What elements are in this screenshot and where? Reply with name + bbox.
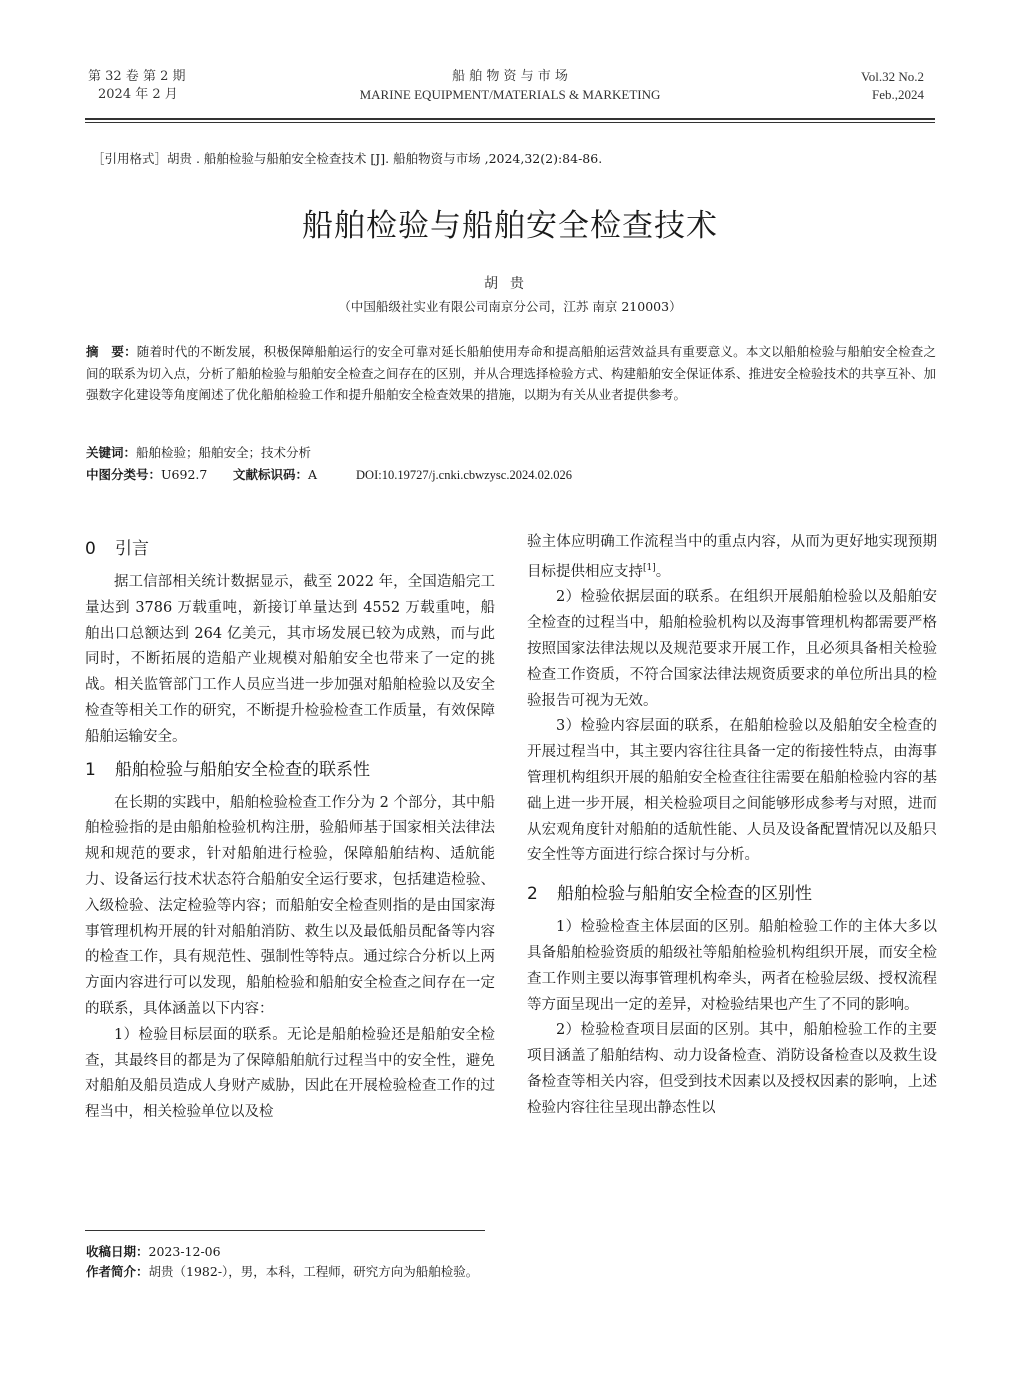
paragraph-end: 。 bbox=[655, 563, 671, 580]
doi: DOI:10.19727/j.cnki.cbwzysc.2024.02.026 bbox=[356, 468, 572, 482]
abstract-text: 随着时代的不断发展，积极保障船舶运行的安全可靠对延长船舶使用寿命和提高船舶运营效益具有重要意义。本文以船舶检验与船舶安全检查之间的联系为切入点，分析了船舶检验与船舶安全检查之间存在的区别，并从合理选择检验方式、构建船舶安全保证体系、推进安全检验技术的共享互补、加强数字化建设等角度阐述了优化船舶检验工作和提升船舶安全检查效果的措施，以期为有关从业者提供参考。 bbox=[86, 344, 937, 402]
volume-cn: 第 32 卷 第 2 期 bbox=[88, 69, 186, 84]
journal-name bbox=[300, 68, 720, 104]
section-heading-0 bbox=[85, 534, 495, 564]
author-bio-text: 胡贵（1982-），男，本科，工程师，研究方向为船舶检验。 bbox=[148, 1264, 479, 1279]
citation-line bbox=[92, 149, 602, 167]
doc-code-label: 文献标识码： bbox=[233, 467, 309, 482]
keywords-text: 船舶检验；船舶安全；技术分析 bbox=[136, 445, 312, 460]
received-label: 收稿日期： bbox=[86, 1244, 149, 1259]
date-en: Feb.,2024 bbox=[872, 87, 924, 102]
meta-info bbox=[86, 442, 572, 486]
paragraph: 2）检验检查项目层面的区别。其中，船舶检验工作的主要项目涵盖了船舶结构、动力设备检查、消防设备检查以及救生设备检查等相关内容，但受到技术因素以及授权因素的影响，上述检验内容往往呈现出静态性以 bbox=[527, 1022, 937, 1116]
section-number: 0 bbox=[85, 539, 96, 559]
paragraph: 1）检验检查主体层面的区别。船舶检验工作的主体大多以具备船舶检验资质的船级社等船舶检验机构组织开展，而安全检查工作则主要以海事管理机构牵头，两者在检验层级、授权流程等方面呈现出一定的差异，对检验结果也产生了不同的影响。 bbox=[527, 919, 937, 1013]
classification-row bbox=[86, 464, 572, 486]
section-heading-2 bbox=[527, 879, 937, 909]
citation-label: ［引用格式］ bbox=[92, 151, 168, 166]
affiliation: （中国船级社实业有限公司南京分公司，江苏 南京 210003） bbox=[338, 299, 682, 314]
journal-cn: 船 舶 物 资 与 市 场 bbox=[452, 69, 568, 84]
paragraph-text: 验主体应明确工作流程当中的重点内容，从而为更好地实现预期目标提供相应支持 bbox=[527, 534, 937, 580]
paragraph: 在长期的实践中，船舶检验检查工作分为 2 个部分，其中船舶检验指的是由船舶检验机构注册，验船师基于国家相关法律法规和规范的要求，针对船舶进行检验，保障船舶结构、适航能力、设备运行技术状态符合船舶安全运行要求，包括建造检验、入级检验、法定检验等内容；而船舶安全检查则指的是由国家海事管理机构开展的针对船舶消防、救生以及最低船员配备等内容的检查工作，具有规范性、强制性等特点。通过综合分析以上两方面内容进行可以发现，船舶检验和船舶安全检查之间存在一定的联系，具体涵盖以下内容： bbox=[85, 794, 495, 1017]
keywords-row bbox=[86, 442, 572, 464]
body-column-right bbox=[527, 530, 937, 1122]
paragraph: 据工信部相关统计数据显示，截至 2022 年，全国造船完工量达到 3786 万载重吨，新接订单量达到 4552 万载重吨，船舶出口总额达到 264 亿美元，其市场发展已较为成熟，而与此同时，不断拓展的造船产业规模对船舶安全也带来了一定的挑战。相关监管部门工作人员应当进一步加强对船舶检验以及安全检查等相关工作的研究，不断提升检验检查工作质量，有效保障船舶运输安全。 bbox=[85, 574, 495, 745]
doc-code-value: A bbox=[308, 467, 318, 482]
abstract bbox=[86, 341, 936, 406]
section-number: 1 bbox=[85, 759, 96, 780]
paper-title: 船舶检验与船舶安全检查技术 bbox=[302, 208, 718, 244]
section-number: 2 bbox=[527, 884, 538, 905]
footnote-rule bbox=[85, 1230, 485, 1231]
received-date bbox=[86, 1242, 478, 1262]
author-name: 胡贵 bbox=[484, 276, 536, 292]
paragraph-continued bbox=[527, 530, 937, 585]
keywords-label: 关键词： bbox=[86, 445, 137, 460]
issue-info bbox=[88, 68, 185, 104]
abstract-label: 摘 要： bbox=[86, 344, 137, 359]
clc-value: U692.7 bbox=[161, 467, 208, 482]
citation-text: 胡贵 . 船舶检验与船舶安全检查技术 [J]. 船舶物资与市场 ,2024,32(2):84-86. bbox=[167, 151, 603, 166]
reference-mark: [1] bbox=[643, 562, 656, 573]
journal-en: MARINE EQUIPMENT/MATERIALS & MARKETING bbox=[359, 87, 661, 102]
paragraph: 2）检验依据层面的联系。在组织开展船舶检验以及船舶安全检查的过程当中，船舶检验机构以及海事管理机构都需要严格按照国家法律法规以及规范要求开展工作，且必须具备相关检验检查工作资质，不符合国家法律法规资质要求的单位所出具的检验报告可视为无效。 bbox=[527, 589, 937, 709]
section-title: 船舶检验与船舶安全检查的区别性 bbox=[557, 884, 812, 905]
received-value: 2023-12-06 bbox=[148, 1244, 221, 1259]
section-title: 船舶检验与船舶安全检查的联系性 bbox=[115, 759, 370, 780]
header-rule-thin bbox=[85, 122, 935, 123]
footnote bbox=[86, 1242, 478, 1282]
paragraph: 1）检验目标层面的联系。无论是船舶检验还是船舶安全检查，其最终目的都是为了保障船舶航行过程当中的安全性，避免对船舶及船员造成人身财产威胁，因此在开展检验检查工作的过程当中，相关检验单位以及检 bbox=[85, 1026, 495, 1121]
header-rule bbox=[85, 118, 935, 120]
paragraph: 3）检验内容层面的联系，在船舶检验以及船舶安全检查的开展过程当中，其主要内容往往具备一定的衔接性特点，由海事管理机构组织开展的船舶安全检查往往需要在船舶检验内容的基础上进一步开展，相关检验项目之间能够形成参考与对照，进而从宏观角度针对船舶的适航性能、人员及设备配置情况以及船只安全性等方面进行综合探讨与分析。 bbox=[527, 718, 937, 864]
date-cn: 2024 年 2 月 bbox=[98, 87, 178, 102]
author-bio bbox=[86, 1262, 478, 1282]
volume-en: Vol.32 No.2 bbox=[861, 69, 924, 84]
author-bio-label: 作者简介： bbox=[86, 1264, 149, 1279]
section-heading-1 bbox=[85, 755, 495, 785]
body-column-left bbox=[85, 530, 495, 1126]
issue-info-en bbox=[861, 68, 924, 104]
section-title: 引言 bbox=[115, 539, 149, 559]
clc-label: 中图分类号： bbox=[86, 467, 162, 482]
